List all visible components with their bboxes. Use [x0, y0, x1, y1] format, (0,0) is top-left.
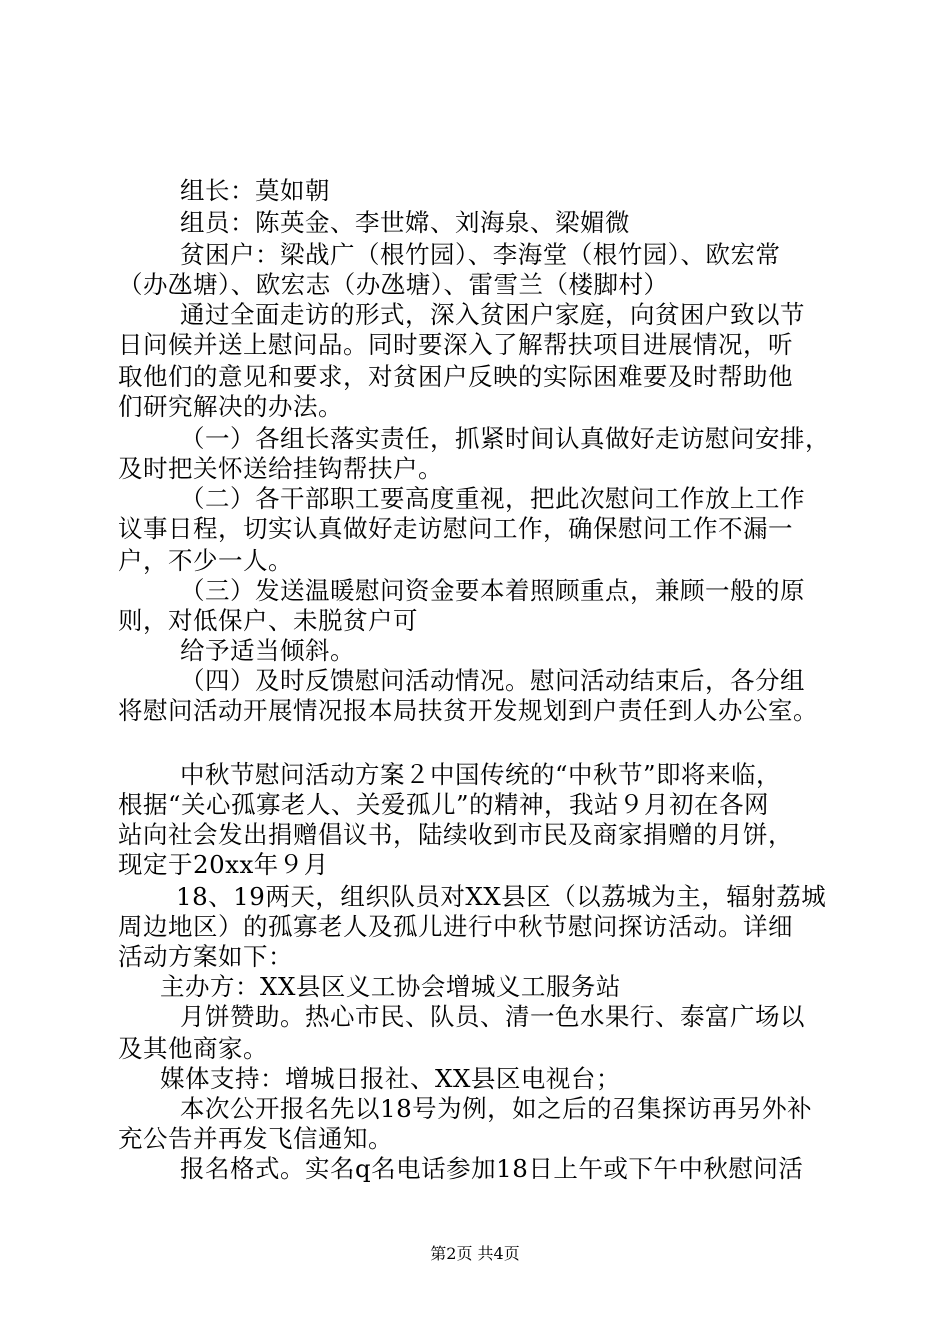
text-line: （二）各干部职工要高度重视，把此次慰问工作放上工作 — [180, 484, 805, 513]
text-line: 报名格式。实名q名电话参加18日上午或下午中秋慰问活 — [180, 1154, 804, 1183]
text-line: 组员：陈英金、李世嫦、刘海泉、梁媚微 — [180, 208, 630, 237]
text-line: 将慰问活动开展情况报本局扶贫开发规划到户责任到人办公室。 — [118, 696, 818, 725]
text-line: 取他们的意见和要求，对贫困户反映的实际困难要及时帮助他 — [118, 362, 793, 391]
text-line: 周边地区）的孤寡老人及孤儿进行中秋节慰问探访活动。详细 — [118, 912, 793, 941]
text-line: 给予适当倾斜。 — [180, 636, 355, 665]
text-line: 日问候并送上慰问品。同时要深入了解帮扶项目进展情况，听 — [118, 330, 793, 359]
text-line: 及其他商家。 — [118, 1034, 268, 1063]
text-line: （一）各组长落实责任，抓紧时间认真做好走访慰问安排， — [180, 424, 830, 453]
text-line: 组长：莫如朝 — [180, 176, 330, 205]
text-line: 通过全面走访的形式，深入贫困户家庭，向贫困户致以节 — [180, 300, 805, 329]
text-line: 本次公开报名先以18号为例，如之后的召集探访再另外补 — [180, 1094, 813, 1123]
text-line: 则，对低保户、未脱贫户可 — [118, 606, 418, 635]
text-line: 们研究解决的办法。 — [118, 392, 343, 421]
text-line: 中秋节慰问活动方案２中国传统的“中秋节”即将来临， — [180, 760, 782, 789]
text-line: 贫困户：梁战广（根竹园）、李海堂（根竹园）、欧宏常 — [180, 240, 781, 269]
text-line: 媒体支持：增城日报社、XX县区电视台； — [160, 1064, 621, 1093]
text-line: 月饼赞助。热心市民、队员、清一色水果行、泰富广场以 — [180, 1002, 805, 1031]
text-line: 活动方案如下： — [118, 942, 293, 971]
text-line: 主办方：XX县区义工协会增城义工服务站 — [160, 972, 621, 1001]
text-line: （办氹塘）、欧宏志（办氹塘）、雷雪兰（楼脚村） — [118, 270, 669, 299]
text-line: 18、19两天，组织队员对XX县区（以荔城为主，辐射荔城 — [176, 882, 827, 911]
text-line: 根据“关心孤寡老人、关爱孤儿”的精神，我站９月初在各网 — [118, 790, 770, 819]
text-line: 议事日程，切实认真做好走访慰问工作，确保慰问工作不漏一 — [118, 514, 793, 543]
text-line: 现定于20xx年９月 — [118, 850, 329, 879]
text-line: 充公告并再发飞信通知。 — [118, 1124, 393, 1153]
text-line: （三）发送温暖慰问资金要本着照顾重点，兼顾一般的原 — [180, 576, 805, 605]
text-line: （四）及时反馈慰问活动情况。慰问活动结束后，各分组 — [180, 666, 805, 695]
text-line: 站向社会发出捐赠倡议书，陆续收到市民及商家捐赠的月饼， — [118, 820, 793, 849]
text-line: 及时把关怀送给挂钩帮扶户。 — [118, 454, 443, 483]
text-line: 户，不少一人。 — [118, 546, 293, 575]
page-number-footer: 第2页 共4页 — [430, 1244, 520, 1263]
